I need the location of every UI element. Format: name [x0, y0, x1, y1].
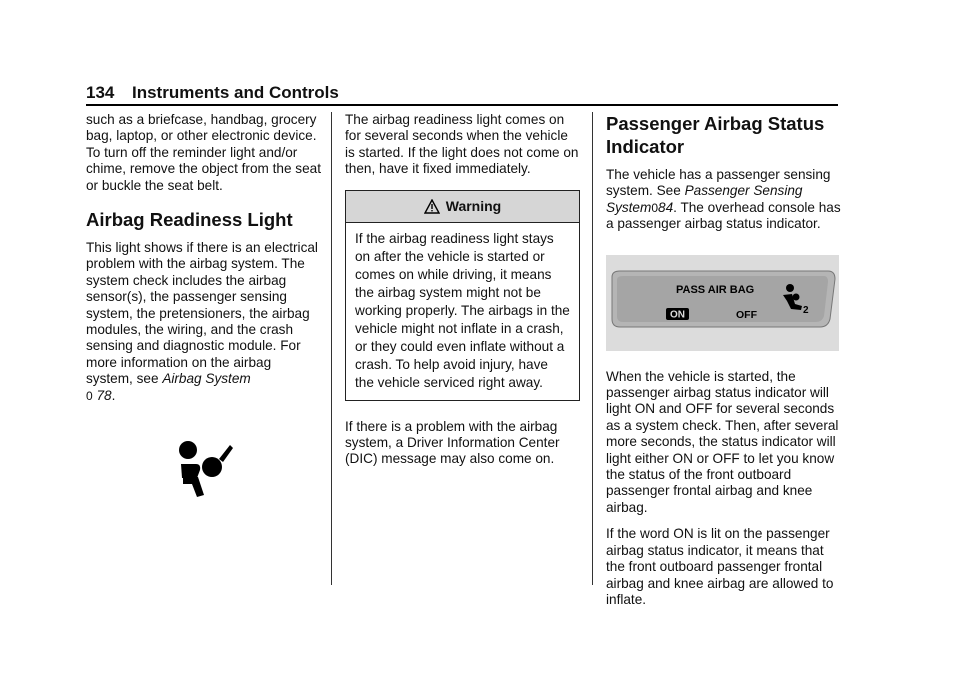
paragraph: such as a briefcase, handbag, grocery bag, laptop, or other electronic device. To turn off the reminder light and/or chime, remove the object from the seat or buckle the seat belt. [86, 112, 321, 193]
column-2 [345, 112, 580, 478]
panel-seat-number: 2 [803, 304, 809, 316]
panel-title: PASS AIR BAG [676, 283, 755, 296]
column-1 [86, 112, 321, 498]
panel-on-label: ON [670, 309, 685, 321]
paragraph: The airbag readiness light comes on for several seconds when the vehicle is started. If the light does not come on then, have it fixed immediately. [345, 112, 579, 177]
page-number: 134 [86, 83, 115, 102]
warning-triangle-icon [424, 199, 440, 214]
header-rule [86, 104, 838, 106]
link-passenger-sensing-system[interactable]: Passenger Sensing System [606, 183, 803, 215]
page-ref[interactable]: 84 [658, 199, 674, 215]
warning-text: If the airbag readiness light stays on after the vehicle is started or comes on while driving, it means the airbag system might not be working properly. The airbags in the vehicle might not inflate in a crash, or they could even inflate without a crash. To help avoid injury, have the vehicle serviced right away. [355, 230, 570, 390]
passenger-airbag-status-panel [606, 255, 839, 351]
paragraph: If the word ON is lit on the passenger airbag status indicator, it means that the front outboard passenger frontal airbag and knee airbag are allowed to inflate. [606, 526, 834, 607]
warning-header [346, 191, 579, 223]
warning-box [345, 190, 580, 401]
ref-arrow-icon: 0 [86, 388, 93, 403]
column-divider [592, 112, 593, 585]
section-title: Instruments and Controls [132, 83, 339, 102]
ref-arrow-icon: 0 [651, 200, 659, 215]
section-heading: Passenger Airbag Status Indicator [606, 113, 825, 157]
airbag-readiness-icon [178, 440, 234, 498]
column-divider [331, 112, 332, 585]
paragraph: The vehicle has a passenger sensing system. See Passenger Sensing System084. The overhead console has a passenger airbag status indicator. [606, 167, 841, 232]
page-ref[interactable]: 78 [96, 387, 112, 403]
column-3 [606, 112, 841, 618]
section-heading: Airbag Readiness Light [86, 209, 293, 231]
paragraph: When the vehicle is started, the passenger airbag status indicator will light ON and OFF for several seconds as a system check. Then, after several more seconds, the status indicator will light either ON or OFF to let you know the status of the front outboard passenger frontal airbag and knee airbag. [606, 368, 839, 515]
paragraph: This light shows if there is an electrical problem with the airbag system. The system check includes the airbag sensor(s), the passenger sensing system, the pretensioners, the airbag modules, the wiring, and the crash sensing and diagnostic module. For more information on the airbag system, see Airbag System 0 78. [86, 240, 318, 403]
page-header [86, 83, 339, 103]
warning-title: Warning [445, 197, 502, 214]
paragraph: If there is a problem with the airbag system, a Driver Information Center (DIC) message may also come on. [345, 418, 560, 467]
panel-off-label: OFF [736, 308, 757, 321]
link-airbag-system[interactable]: Airbag System [162, 371, 251, 387]
